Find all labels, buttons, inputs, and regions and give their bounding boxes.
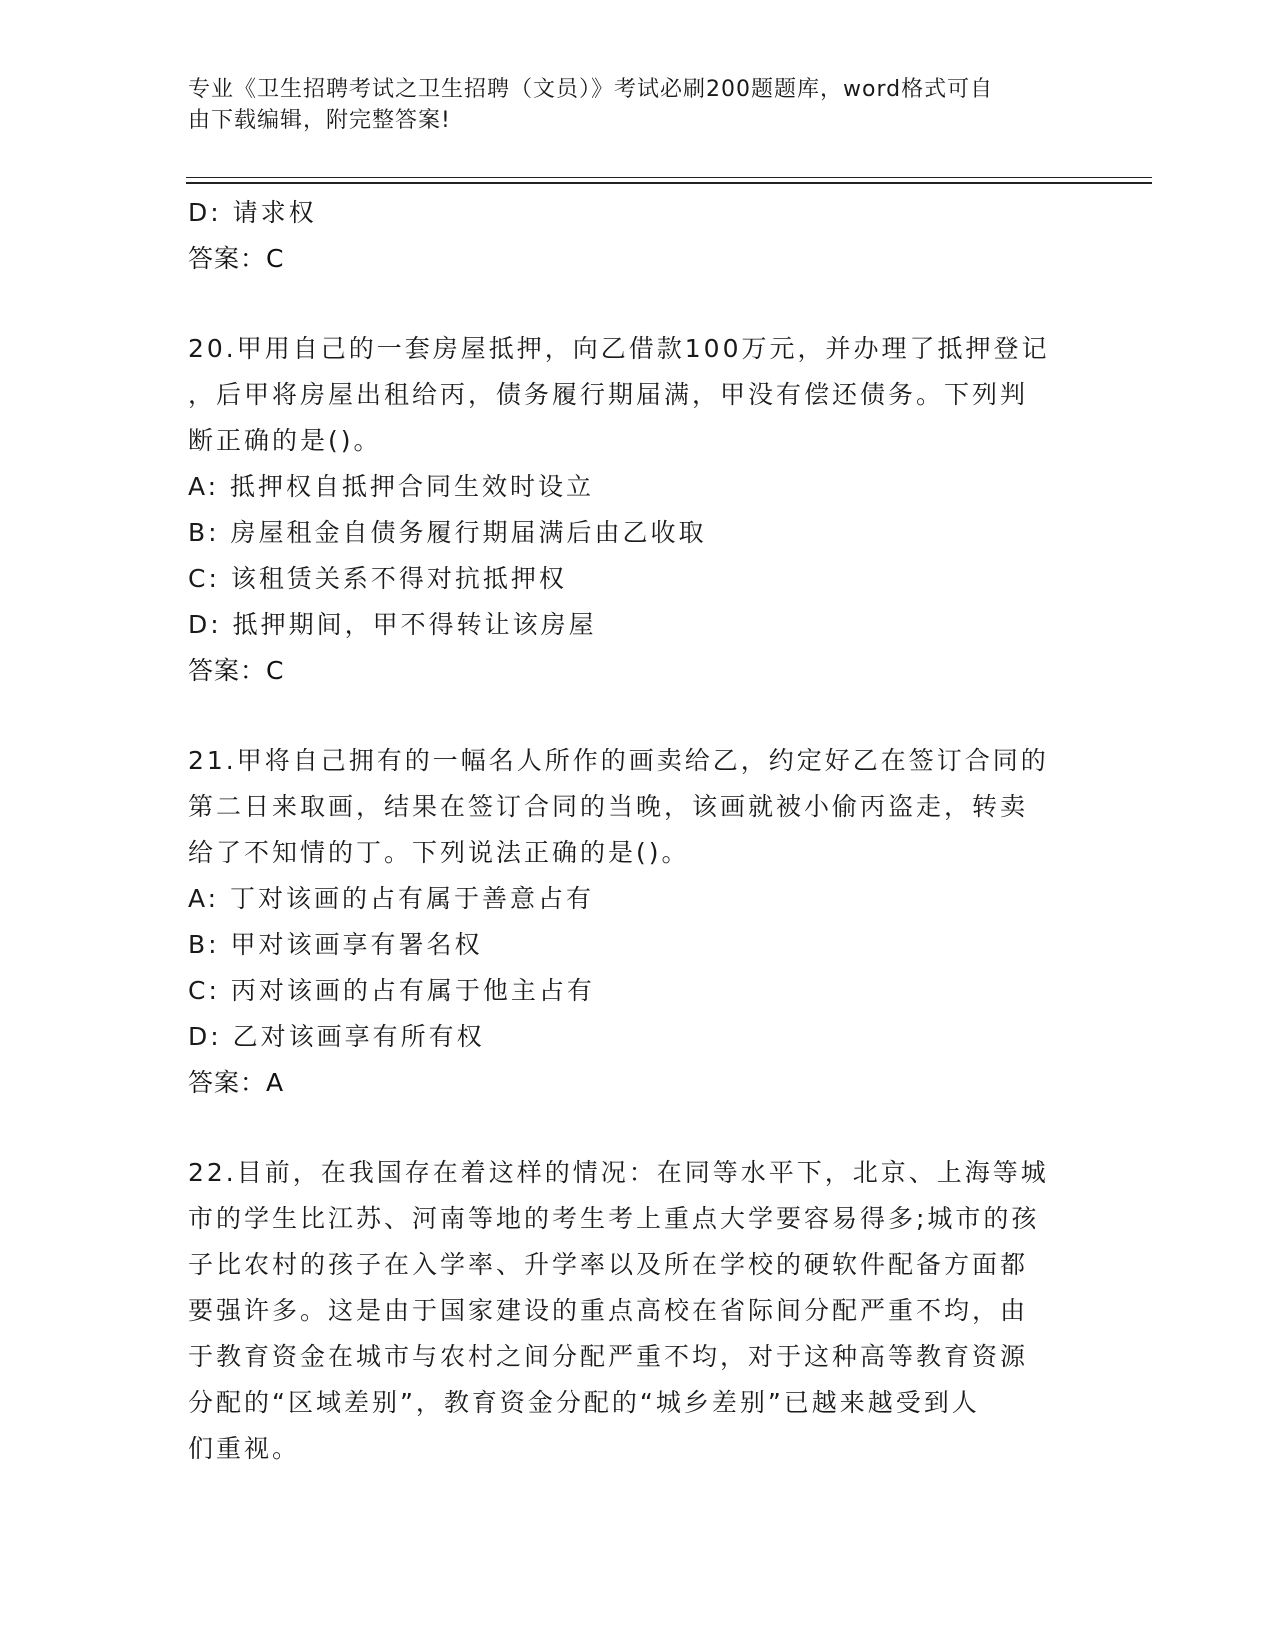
question-21-line-3: 给了不知情的丁。下列说法正确的是()。 (188, 838, 690, 867)
question-21-answer: 答案：A (188, 1068, 285, 1097)
question-20-option-d: D: 抵押期间，甲不得转让该房屋 (188, 610, 597, 639)
spacer (188, 694, 1088, 738)
question-21-option-a: A: 丁对该画的占有属于善意占有 (188, 884, 595, 913)
question-20-option-b: B: 房屋租金自债务履行期届满后由乙收取 (188, 518, 707, 547)
question-21 (188, 738, 1088, 876)
question-21-option-b: B: 甲对该画享有署名权 (188, 930, 483, 959)
question-20-option-c: C: 该租赁关系不得对抗抵押权 (188, 564, 567, 593)
document-header (188, 74, 1068, 136)
question-21-line-2: 第二日来取画，结果在签订合同的当晚，该画就被小偷丙盗走，转卖 (188, 792, 1029, 821)
question-22-line-7: 们重视。 (188, 1434, 301, 1463)
question-21-option-d: D: 乙对该画享有所有权 (188, 1022, 485, 1051)
question-22-line-5: 于教育资金在城市与农村之间分配严重不均，对于这种高等教育资源 (188, 1342, 1029, 1371)
question-22-line-4: 要强许多。这是由于国家建设的重点高校在省际间分配严重不均，由 (188, 1296, 1029, 1325)
header-rule-thick (186, 182, 1152, 184)
question-20-line-2: ，后甲将房屋出租给丙，债务履行期届满，甲没有偿还债务。下列判 (188, 380, 1029, 409)
question-22-line-2: 市的学生比江苏、河南等地的考生考上重点大学要容易得多;城市的孩 (188, 1204, 1040, 1233)
question-21-option-c: C: 丙对该画的占有属于他主占有 (188, 976, 595, 1005)
spacer (188, 282, 1088, 326)
question-20-option-a: A: 抵押权自抵押合同生效时设立 (188, 472, 595, 501)
question-22-line-6: 分配的“区域差别”，教育资金分配的“城乡差别”已越来越受到人 (188, 1388, 980, 1417)
prev-question-answer: 答案：C (188, 244, 285, 273)
question-22-line-3: 子比农村的孩子在入学率、升学率以及所在学校的硬软件配备方面都 (188, 1250, 1029, 1279)
question-20-line-1: 20.甲用自己的一套房屋抵押，向乙借款100万元，并办理了抵押登记 (188, 334, 1050, 363)
header-title-line-1: 专业《卫生招聘考试之卫生招聘（文员）》考试必刷200题题库，word格式可自 (188, 77, 994, 102)
question-20-line-3: 断正确的是()。 (188, 426, 382, 455)
prev-question-option-d: D: 请求权 (188, 198, 317, 227)
question-20 (188, 326, 1088, 464)
header-title-line-2: 由下载编辑，附完整答案! (188, 108, 451, 133)
spacer (188, 1106, 1088, 1150)
header-rule-thin (186, 177, 1152, 178)
question-20-answer: 答案：C (188, 656, 285, 685)
document-body (188, 190, 1088, 1472)
question-22-line-1: 22.目前，在我国存在着这样的情况：在同等水平下，北京、上海等城 (188, 1158, 1049, 1187)
question-21-line-1: 21.甲将自己拥有的一幅名人所作的画卖给乙，约定好乙在签订合同的 (188, 746, 1049, 775)
question-22 (188, 1150, 1088, 1472)
